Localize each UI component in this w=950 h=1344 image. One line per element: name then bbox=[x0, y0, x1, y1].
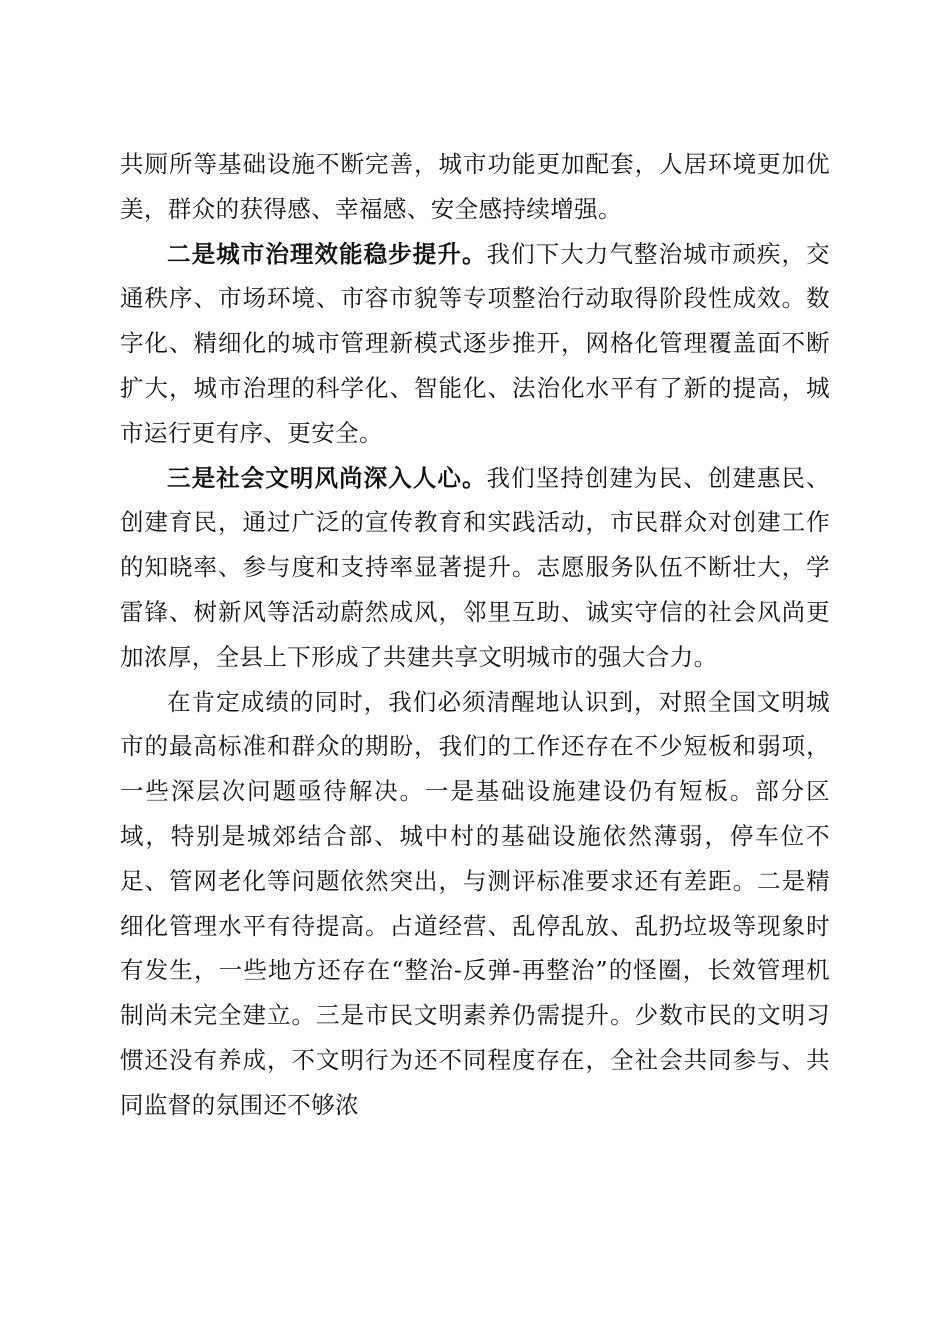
paragraph-2-text: 我们下大力气整治城市顽疾，交通秩序、市场环境、市容市貌等专项整治行动取得阶段性成效。数字化、精细化的城市管理新模式逐步推开，网格化管理覆盖面不断扩大，城市治理的科学化、智能化、法治化水平有了新的提高，城市运行更有序、更安全。 bbox=[120, 239, 830, 447]
paragraph-1 bbox=[120, 142, 830, 232]
paragraph-4-text: 在肯定成绩的同时，我们必须清醒地认识到，对照全国文明城市的最高标准和群众的期盼，我们的工作还存在不少短板和弱项，一些深层次问题亟待解决。一是基础设施建设仍有短板。部分区域，特别是城郊结合部、城中村的基础设施依然薄弱，停车位不足、管网老化等问题依然突出，与测评标准要求还有差距。二是精细化管理水平有待提高。占道经营、乱停乱放、乱扔垃圾等现象时有发生，一些地方还存在“整治-反弹-再整治”的怪圈，长效管理机制尚未完全建立。三是市民文明素养仍需提升。少数市民的文明习惯还没有养成，不文明行为还不同程度存在，全社会共同参与、共同监督的氛围还不够浓 bbox=[120, 687, 830, 1119]
paragraph-2 bbox=[120, 232, 830, 456]
paragraph-3-text: 我们坚持创建为民、创建惠民、创建育民，通过广泛的宣传教育和实践活动，市民群众对创建工作的知晓率、参与度和支持率显著提升。志愿服务队伍不断壮大，学雷锋、树新风等活动蔚然成风，邻里互助、诚实守信的社会风尚更加浓厚，全县上下形成了共建共享文明城市的强大合力。 bbox=[120, 463, 830, 671]
paragraph-2-heading: 二是城市治理效能稳步提升。 bbox=[167, 239, 487, 268]
paragraph-3 bbox=[120, 456, 830, 680]
paragraph-3-heading: 三是社会文明风尚深入人心。 bbox=[167, 463, 487, 492]
document-body bbox=[120, 142, 830, 1128]
paragraph-4 bbox=[120, 680, 830, 1128]
paragraph-1-text: 共厕所等基础设施不断完善，城市功能更加配套，人居环境更加优美，群众的获得感、幸福感、安全感持续增强。 bbox=[120, 150, 830, 223]
